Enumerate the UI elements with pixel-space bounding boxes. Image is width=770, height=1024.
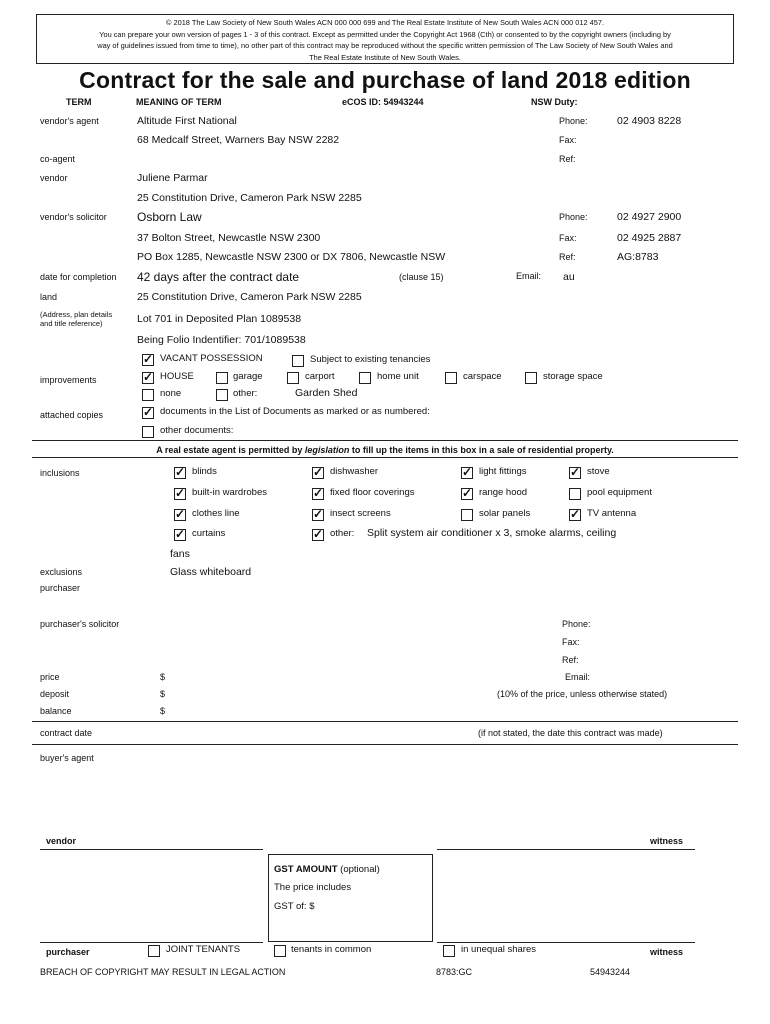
label-land: land (40, 292, 58, 302)
page-title: Contract for the sale and purchase of land 2018 edition (79, 67, 691, 93)
solicitor-name[interactable]: Osborn Law (137, 210, 202, 224)
label-home-unit: home unit (377, 371, 419, 382)
land-address[interactable]: 25 Constitution Drive, Cameron Park NSW 2285 (137, 291, 362, 303)
label-witness-bottom: witness (650, 947, 684, 957)
copyright-line-2: You can prepare your own version of pages 1 - 3 of this contract. Except as permitted under the Copyright Act 1968 (Cth) or consented to by the copyright owners (including by (99, 29, 671, 39)
label-vendors-solicitor: vendor's solicitor (40, 212, 107, 222)
label-vacant-possession: VACANT POSSESSION (160, 353, 263, 364)
label-phone-solicitor: Phone: (559, 212, 588, 222)
copyright-line-3: way of guidelines issued from time to time), no other part of this contract may be reproduced without the specific written permission of The Law Society of New South Wales and (97, 41, 673, 50)
checkbox-other-documents[interactable] (142, 426, 154, 438)
check-mark-icon: ✓ (143, 352, 154, 366)
label-purchasers-solicitor: purchaser's solicitor (40, 619, 120, 629)
checkbox-fixed-floor-coverings[interactable] (312, 488, 324, 500)
box-top-line (32, 440, 738, 441)
label-other-improvement: other: (233, 388, 258, 399)
label-curtains: curtains (192, 528, 226, 539)
checkbox-curtains[interactable] (174, 529, 186, 541)
label-witness-top: witness (650, 836, 684, 846)
checkbox-dishwasher[interactable] (312, 467, 324, 479)
label-exclusions: exclusions (40, 567, 83, 577)
deposit-note: (10% of the price, unless otherwise stated) (497, 689, 668, 699)
label-purchaser-phone: Phone: (562, 619, 591, 629)
label-balance: balance (40, 706, 72, 716)
checkbox-range-hood[interactable] (461, 488, 473, 500)
checkbox-documents[interactable] (142, 407, 154, 419)
label-ref-solicitor: Ref: (559, 252, 576, 262)
vendor-signature-line[interactable] (40, 849, 263, 850)
copyright-line-4: The Real Estate Institute of New South Wales. (309, 52, 461, 62)
checkbox-vacant-possession[interactable] (142, 354, 154, 366)
label-phone: Phone: (559, 116, 588, 126)
checkbox-stove[interactable] (569, 467, 581, 479)
witness-signature-line-top[interactable] (437, 849, 695, 850)
label-tenants-in-common: tenants in common (291, 944, 372, 955)
vendors-agent-phone[interactable]: 02 4903 8228 (617, 115, 682, 127)
check-mark-icon: ✓ (313, 465, 324, 479)
label-price: price (40, 672, 60, 682)
label-improvements: improvements (40, 375, 97, 385)
solicitor-po-box[interactable]: PO Box 1285, Newcastle NSW 2300 or DX 7806, Newcastle NSW (137, 251, 446, 263)
agent-notice (0, 445, 770, 455)
copyright-line-1: © 2018 The Law Society of New South Wales ACN 000 000 699 and The Real Estate Institute of New South Wales ACN 000 012 457. (165, 18, 605, 27)
checkbox-carspace[interactable] (445, 372, 457, 384)
vendors-agent-address[interactable]: 68 Medcalf Street, Warners Bay NSW 2282 (137, 134, 340, 146)
label-attached-copies: attached copies (40, 410, 104, 420)
completion-clause: (clause 15) (399, 272, 444, 282)
check-mark-icon: ✓ (570, 465, 581, 479)
checkbox-clothes-line[interactable] (174, 509, 186, 521)
gst-optional: (optional) (337, 864, 380, 875)
checkbox-joint-tenants[interactable] (148, 945, 160, 957)
label-vendors-agent: vendor's agent (40, 116, 99, 126)
label-house: HOUSE (160, 371, 194, 382)
label-purchaser-ref: Ref: (562, 655, 579, 665)
column-term: TERM (66, 97, 92, 107)
agent-notice-emph: legislation (304, 445, 350, 455)
check-mark-icon: ✓ (570, 507, 581, 521)
checkbox-other-improvement[interactable] (216, 389, 228, 401)
label-date-for-completion: date for completion (40, 272, 117, 282)
label-contract-date: contract date (40, 728, 93, 738)
solicitor-address[interactable]: 37 Bolton Street, Newcastle NSW 2300 (137, 232, 321, 244)
column-meaning: MEANING OF TERM (136, 97, 222, 107)
label-email: Email: (516, 271, 542, 281)
footer-id: 54943244 (590, 967, 631, 977)
solicitor-ref[interactable]: AG:8783 (617, 251, 659, 263)
land-note (40, 310, 112, 328)
witness-signature-line-bottom[interactable] (437, 942, 695, 943)
footer-breach: BREACH OF COPYRIGHT MAY RESULT IN LEGAL ACTION (40, 967, 286, 977)
checkbox-garage[interactable] (216, 372, 228, 384)
label-range-hood: range hood (479, 487, 528, 498)
label-light-fittings: light fittings (479, 466, 527, 477)
label-fixed-floor-coverings: fixed floor coverings (330, 487, 415, 498)
label-ref: Ref: (559, 154, 576, 164)
land-plan[interactable]: Lot 701 in Deposited Plan 1089538 (137, 313, 302, 325)
label-purchaser-fax: Fax: (562, 637, 580, 647)
label-dishwasher: dishwasher (330, 466, 379, 477)
notice-divider (32, 457, 738, 458)
checkbox-tenants-in-common[interactable] (274, 945, 286, 957)
label-purchaser-email: Email: (565, 672, 591, 682)
label-pool-equipment: pool equipment (587, 487, 652, 498)
check-mark-icon: ✓ (313, 507, 324, 521)
land-folio[interactable]: Being Folio Indentifier: 701/1089538 (137, 334, 306, 346)
other-inclusion-value[interactable]: Split system air conditioner x 3, smoke alarms, ceiling (367, 527, 617, 539)
label-clothes-line: clothes line (192, 508, 240, 519)
checkbox-tenancies[interactable] (292, 355, 304, 367)
label-documents: documents in the List of Documents as marked or as numbered: (160, 406, 430, 417)
label-joint-tenants: JOINT TENANTS (166, 944, 241, 955)
check-mark-icon: ✓ (175, 465, 186, 479)
purchaser-signature-line[interactable] (40, 942, 263, 943)
vendor-name[interactable]: Juliene Parmar (137, 172, 208, 184)
label-fax-solicitor: Fax: (559, 233, 577, 243)
label-co-agent: co-agent (40, 154, 76, 164)
deposit-dollar: $ (160, 689, 166, 699)
checkbox-unequal-shares[interactable] (443, 945, 455, 957)
label-stove: stove (587, 466, 610, 477)
contract-date-note: (if not stated, the date this contract was made) (478, 728, 663, 738)
label-purchaser-signature: purchaser (46, 947, 90, 957)
price-dollar: $ (160, 672, 166, 682)
gst-title: GST AMOUNT (274, 864, 338, 875)
label-vendor: vendor (40, 173, 68, 183)
check-mark-icon: ✓ (175, 507, 186, 521)
checkbox-none[interactable] (142, 389, 154, 401)
vendors-agent-name[interactable]: Altitude First National (137, 115, 237, 127)
check-mark-icon: ✓ (175, 527, 186, 541)
label-carspace: carspace (463, 371, 502, 382)
checkbox-home-unit[interactable] (359, 372, 371, 384)
checkbox-insect-screens[interactable] (312, 509, 324, 521)
checkbox-pool-equipment[interactable] (569, 488, 581, 500)
copyright-notice (36, 14, 734, 64)
checkbox-tv-antenna[interactable] (569, 509, 581, 521)
label-carport: carport (305, 371, 335, 382)
gst-box (268, 854, 433, 942)
ecos-id: eCOS ID: 54943244 (342, 97, 424, 107)
checkbox-solar-panels[interactable] (461, 509, 473, 521)
land-note-line-2: and title reference) (40, 319, 103, 328)
label-garage: garage (233, 371, 263, 382)
solicitor-phone[interactable]: 02 4927 2900 (617, 211, 682, 223)
checkbox-blinds[interactable] (174, 467, 186, 479)
agent-notice-prefix: A real estate agent is permitted by (156, 445, 305, 455)
label-unequal-shares: in unequal shares (461, 944, 536, 955)
check-mark-icon: ✓ (462, 486, 473, 500)
label-solar-panels: solar panels (479, 508, 531, 519)
label-insect-screens: insect screens (330, 508, 391, 519)
label-inclusions: inclusions (40, 468, 80, 478)
completion-value[interactable]: 42 days after the contract date (137, 270, 300, 284)
land-note-line-1: (Address, plan details (40, 310, 113, 319)
gst-includes: The price includes (274, 882, 352, 893)
check-mark-icon: ✓ (143, 405, 154, 419)
label-tv-antenna: TV antenna (587, 508, 637, 519)
exclusions-value[interactable]: Glass whiteboard (170, 566, 252, 578)
checkbox-house[interactable] (142, 372, 154, 384)
nsw-duty: NSW Duty: (531, 97, 578, 107)
label-none: none (160, 388, 182, 399)
checkbox-storage-space[interactable] (525, 372, 537, 384)
checkbox-built-in-wardrobes[interactable] (174, 488, 186, 500)
label-fax: Fax: (559, 135, 577, 145)
label-storage-space: storage space (543, 371, 603, 382)
check-mark-icon: ✓ (313, 527, 324, 541)
label-other-inclusion: other: (330, 528, 355, 539)
footer-code: 8783:GC (436, 967, 473, 977)
checkbox-light-fittings[interactable] (461, 467, 473, 479)
checkbox-carport[interactable] (287, 372, 299, 384)
other-improvement-value[interactable]: Garden Shed (295, 387, 358, 399)
check-mark-icon: ✓ (313, 486, 324, 500)
agent-notice-suffix: to fill up the items in this box in a sale of residential property. (349, 445, 614, 455)
label-blinds: blinds (192, 466, 217, 477)
email-value[interactable]: au (563, 271, 575, 283)
label-purchaser: purchaser (40, 583, 81, 593)
label-deposit: deposit (40, 689, 70, 699)
label-tenancies: Subject to existing tenancies (310, 354, 431, 365)
check-mark-icon: ✓ (143, 370, 154, 384)
gst-title-row (274, 864, 380, 875)
label-other-documents: other documents: (160, 425, 234, 436)
label-vendor-signature: vendor (46, 836, 77, 846)
checkbox-other-inclusion[interactable] (312, 529, 324, 541)
check-mark-icon: ✓ (175, 486, 186, 500)
solicitor-fax[interactable]: 02 4925 2887 (617, 232, 682, 244)
label-buyers-agent: buyer's agent (40, 753, 94, 763)
check-mark-icon: ✓ (462, 465, 473, 479)
label-built-in-wardrobes: built-in wardrobes (192, 487, 267, 498)
contract-date-line (32, 744, 738, 745)
box-bottom-line (32, 721, 738, 722)
balance-dollar: $ (160, 706, 166, 716)
vendor-address[interactable]: 25 Constitution Drive, Cameron Park NSW 2285 (137, 192, 362, 204)
other-inclusion-value-2[interactable]: fans (170, 548, 190, 560)
gst-of[interactable]: GST of: $ (274, 901, 315, 912)
